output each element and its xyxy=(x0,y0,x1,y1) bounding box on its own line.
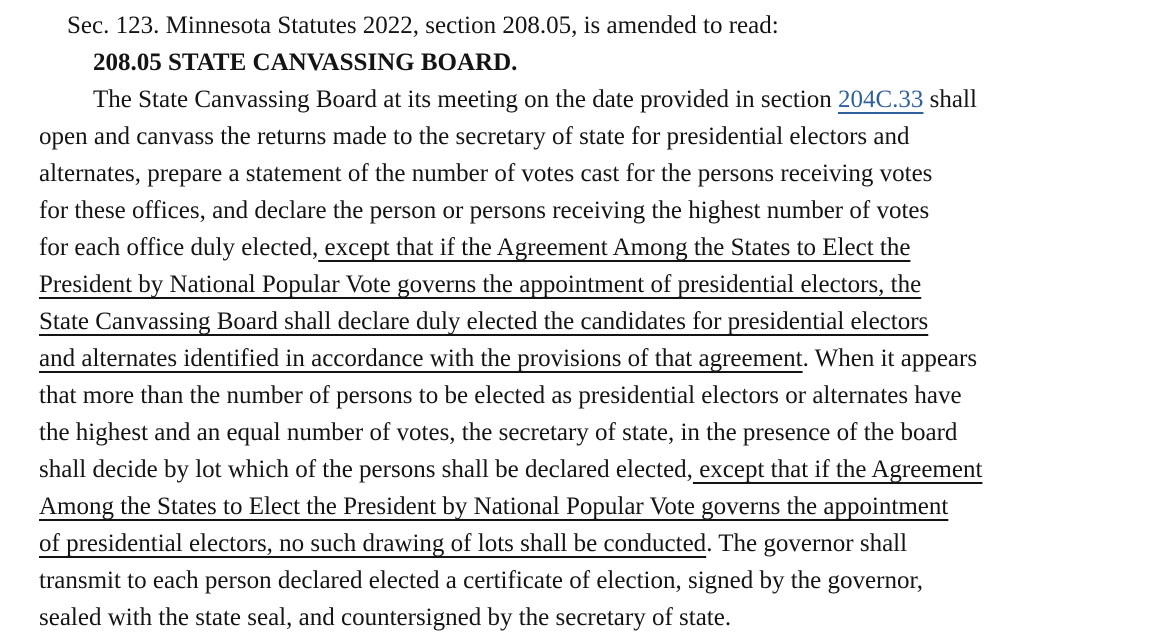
inserted-text-run: President by National Popular Vote governs the appointment of presidential electors, the xyxy=(39,271,922,298)
statute-link[interactable]: 204C.33 xyxy=(837,86,924,113)
text-run: the highest and an equal number of votes, the secretary of state, in the presence of the board xyxy=(39,419,958,446)
text-run: for each office duly elected, xyxy=(39,234,319,261)
text-run: Sec. 123. Minnesota Statutes 2022, section 208.05, is amended to read: xyxy=(67,12,779,39)
text-run: shall xyxy=(923,86,977,113)
text-run: The State Canvassing Board at its meeting on the date provided in section xyxy=(93,86,838,113)
document-line xyxy=(39,155,1152,192)
document-line xyxy=(39,7,1152,44)
text-run: sealed with the state seal, and countersigned by the secretary of state. xyxy=(39,604,732,631)
document-line xyxy=(39,377,1152,414)
document-line xyxy=(39,229,1152,266)
inserted-text-run: except that if the Agreement xyxy=(692,456,983,483)
text-run: . When it appears xyxy=(802,345,978,372)
document-line xyxy=(39,414,1152,451)
text-run: shall decide by lot which of the persons shall be declared elected, xyxy=(39,456,693,483)
document-line xyxy=(39,525,1152,562)
text-run: that more than the number of persons to be elected as presidential electors or alternates have xyxy=(39,382,962,409)
inserted-text-run: and alternates identified in accordance with the provisions of that agreement xyxy=(39,345,803,372)
inserted-text-run: except that if the Agreement Among the States to Elect the xyxy=(318,234,911,261)
document-line xyxy=(39,599,1152,635)
text-run: alternates, prepare a statement of the number of votes cast for the persons receiving votes xyxy=(39,160,933,187)
document-line xyxy=(39,562,1152,599)
inserted-text-run: State Canvassing Board shall declare duly elected the candidates for presidential electors xyxy=(39,308,929,335)
document-line xyxy=(39,488,1152,525)
text-run: . The governor shall xyxy=(706,530,908,557)
document-line xyxy=(39,451,1152,488)
document-line xyxy=(39,303,1152,340)
document-line xyxy=(39,81,1152,118)
document-line xyxy=(39,340,1152,377)
text-run: open and canvass the returns made to the secretary of state for presidential electors and xyxy=(39,123,910,150)
text-run: transmit to each person declared elected a certificate of election, signed by the governor, xyxy=(39,567,924,594)
statute-heading: 208.05 STATE CANVASSING BOARD. xyxy=(93,49,518,76)
inserted-text-run: Among the States to Elect the President by National Popular Vote governs the appointment xyxy=(39,493,949,520)
document-line xyxy=(39,266,1152,303)
document-line xyxy=(39,118,1152,155)
document-line xyxy=(39,44,1152,81)
text-run: for these offices, and declare the person or persons receiving the highest number of votes xyxy=(39,197,930,224)
document-line xyxy=(39,192,1152,229)
inserted-text-run: of presidential electors, no such drawing of lots shall be conducted xyxy=(39,530,707,557)
